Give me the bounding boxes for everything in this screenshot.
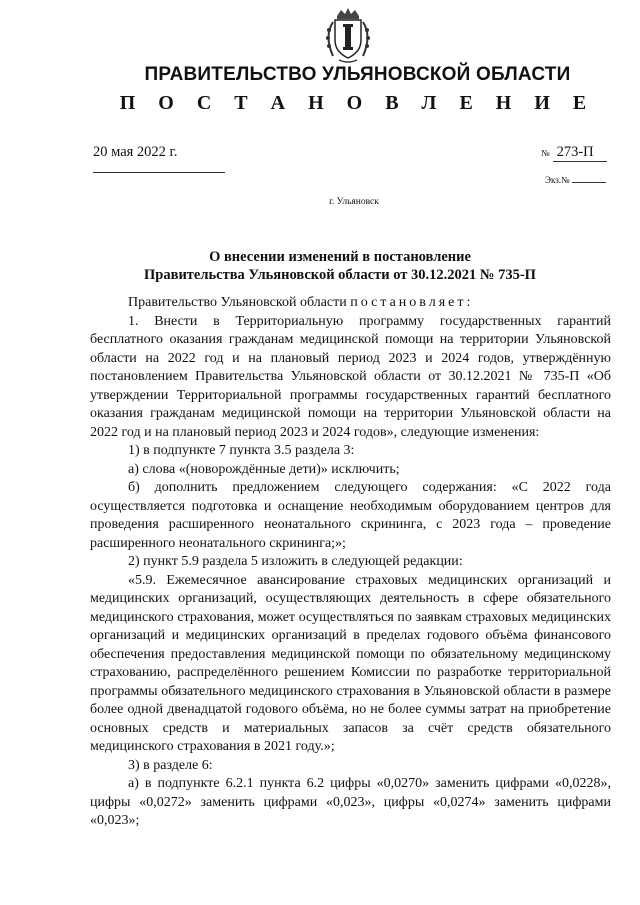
document-title — [0, 248, 640, 284]
organization-name: ПРАВИТЕЛЬСТВО УЛЬЯНОВСКОЙ ОБЛАСТИ — [144, 64, 571, 85]
document-type: П О С Т А Н О В Л Е Н И Е — [119, 92, 596, 114]
title-line-1: О внесении изменений в постановление — [209, 249, 471, 265]
document-date: 20 мая 2022 г. — [93, 144, 178, 160]
copy-number-line — [572, 182, 606, 183]
number-value: 273-П — [553, 144, 607, 162]
paragraph: 1. Внести в Территориальную программу государственных гарантий бесплатного оказания гражданам медицинской помощи на территории Ульяновской области на 2022 год и на плановый период 2023 и 2024 годов, утверждённую постановлением Правительства Ульяновской области от 30.12.2021 № 735-П «Об утверждении Территориальной программы государственных гарантий бесплатного оказания гражданам медицинской помощи на территории Ульяновской области на 2022 год и на плановый период 2023 и 2024 годов», следующие изменения: — [90, 313, 611, 440]
coat-of-arms-icon — [319, 6, 377, 64]
paragraph: б) дополнить предложением следующего содержания: «С 2022 года осуществляется подготовка и оснащение необходимым оборудованием центров для проведения расширенного неонатального скрининга, с 2023 года – проведение расширенного неонатального скрининга;»; — [90, 480, 611, 551]
paragraph: 1) в подпункте 7 пункта 3.5 раздела 3: — [128, 443, 355, 458]
document-body — [90, 294, 611, 831]
paragraph: 2) пункт 5.9 раздела 5 изложить в следующей редакции: — [128, 554, 463, 569]
city: г. Ульяновск — [329, 197, 379, 207]
document-number — [541, 144, 607, 162]
paragraph: а) слова «(новорождённые дети)» исключить; — [128, 461, 400, 477]
copy-label: Экз.№ — [545, 175, 570, 185]
paragraph: а) в подпункте 6.2.1 пункта 6.2 цифры «0,0270» заменить цифрами «0,0228», цифры «0,0272» заменить цифрами «0,023», цифры «0,0274» заменить цифрами «0,023»; — [90, 776, 611, 828]
paragraph-spaced-word: постановляет: — [350, 295, 474, 310]
copy-number — [545, 175, 606, 185]
number-sign: № — [541, 148, 550, 158]
paragraph: 3) в разделе 6: — [128, 757, 213, 773]
paragraph: «5.9. Ежемесячное авансирование страховых медицинских организаций и медицинских организаций, осуществляющих деятельность в сфере обязательного медицинского страхования, может осуществляться по заявкам страховых медицинских организаций и медицинских организаций в пределах годового объёма финансового обеспечения предоставления медицинской помощи по обязательному медицинскому страхованию, распределённого решением Комиссии по разработке территориальной программы обязательного медицинского страхования в Ульяновской области в размере более одной двенадцатой годового объёма, но не более суммы затрат на приобретение основных средств и материальных запасов за счёт средств обязательного медицинского страхования в 2021 году.»; — [90, 572, 611, 754]
title-line-2: Правительства Ульяновской области от 30.12.2021 № 735-П — [144, 267, 536, 283]
paragraph-prefix: Правительство Ульяновской области — [128, 295, 351, 310]
date-underline — [93, 172, 225, 173]
paragraph — [90, 294, 611, 313]
